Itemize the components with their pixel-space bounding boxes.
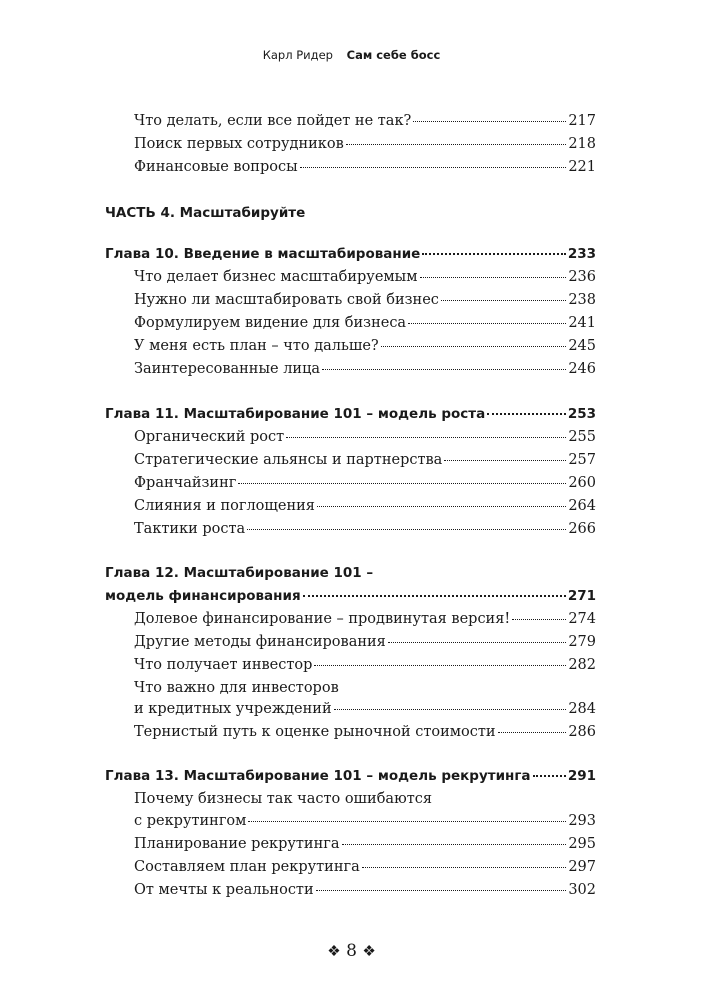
leader-dots <box>300 167 567 168</box>
chapter-page: 291 <box>567 768 596 784</box>
leader-dots <box>420 277 567 278</box>
toc-entry-title: Слияния и поглощения <box>134 498 315 514</box>
leader-dots <box>286 437 566 438</box>
leader-dots <box>498 732 567 733</box>
toc-entry[interactable] <box>134 338 596 354</box>
toc-entry-title: Заинтересованные лица <box>134 361 321 377</box>
toc-entry[interactable] <box>134 315 596 331</box>
toc-entry[interactable] <box>134 429 596 445</box>
toc-entry-title: Поиск первых сотрудников <box>134 136 344 152</box>
header-author: Карл Ридер <box>262 48 333 62</box>
chapter-title: модель финансирования <box>105 588 301 604</box>
toc-entry-title: Что делать, если все пойдет не так? <box>134 113 412 129</box>
toc-entry-page: 282 <box>568 657 596 673</box>
toc-entry-title: Стратегические альянсы и партнерства <box>134 452 443 468</box>
toc-entry-page: 297 <box>568 859 596 875</box>
toc-entry-page: 284 <box>568 701 596 717</box>
toc-entry[interactable] <box>134 724 596 740</box>
chapter-11-entry[interactable] <box>105 406 596 422</box>
leader-dots <box>303 595 566 597</box>
toc-entry-page: 236 <box>568 269 596 285</box>
toc-entry-title: с рекрутингом <box>134 813 247 829</box>
toc-entry[interactable] <box>134 657 596 673</box>
toc-entry-title: Органический рост <box>134 429 285 445</box>
toc-entry-page: 274 <box>568 611 596 627</box>
toc-entry-title: Долевое финансирование – продвинутая версия! <box>134 611 511 627</box>
leader-dots <box>316 890 567 891</box>
toc-entry[interactable] <box>134 859 596 875</box>
toc-entry-title: Составляем план рекрутинга <box>134 859 360 875</box>
toc-entry-page: 221 <box>568 159 596 175</box>
toc-entry[interactable] <box>134 701 596 717</box>
toc-entry-title: Планирование рекрутинга <box>134 836 340 852</box>
toc-entry[interactable] <box>134 634 596 650</box>
toc-entry[interactable] <box>134 292 596 308</box>
toc-entry[interactable] <box>134 269 596 285</box>
toc-entry-page: 286 <box>568 724 596 740</box>
leader-dots <box>388 642 567 643</box>
toc-entry-line1[interactable]: Что важно для инвесторов <box>134 680 339 696</box>
toc-entry[interactable] <box>134 498 596 514</box>
toc-entry-page: 266 <box>568 521 596 537</box>
chapter-page: 233 <box>567 246 596 262</box>
toc-entry-page: 238 <box>568 292 596 308</box>
ornament-right-icon: ❖ <box>362 942 376 960</box>
leader-dots <box>247 529 566 530</box>
toc-entry[interactable] <box>134 611 596 627</box>
toc-entry-page: 293 <box>568 813 596 829</box>
toc-entry-title: Нужно ли масштабировать свой бизнес <box>134 292 439 308</box>
toc-entry-title: Финансовые вопросы <box>134 159 298 175</box>
leader-dots <box>444 460 566 461</box>
toc-entry-page: 279 <box>568 634 596 650</box>
leader-dots <box>362 867 567 868</box>
chapter-12-title-line1[interactable]: Глава 12. Масштабирование 101 – <box>105 565 374 581</box>
leader-dots <box>422 253 565 255</box>
toc-entry[interactable] <box>134 475 596 491</box>
chapter-page: 271 <box>567 588 596 604</box>
toc-entry[interactable] <box>134 882 596 898</box>
leader-dots <box>248 821 566 822</box>
leader-dots <box>487 413 566 415</box>
toc-entry-page: 217 <box>568 113 596 129</box>
toc-entry[interactable] <box>134 836 596 852</box>
toc-entry-title: Что получает инвестор <box>134 657 313 673</box>
toc-entry-page: 255 <box>568 429 596 445</box>
part-heading: ЧАСТЬ 4. Масштабируйте <box>105 205 306 221</box>
leader-dots <box>342 844 567 845</box>
chapter-title: Глава 10. Введение в масштабирование <box>105 246 421 262</box>
toc-entry-page: 241 <box>568 315 596 331</box>
leader-dots <box>533 775 566 777</box>
leader-dots <box>322 369 566 370</box>
toc-entry[interactable] <box>134 159 596 175</box>
toc-entry[interactable] <box>134 113 596 129</box>
toc-entry-page: 246 <box>568 361 596 377</box>
toc-entry-page: 218 <box>568 136 596 152</box>
toc-entry[interactable] <box>134 452 596 468</box>
toc-entry-page: 302 <box>568 882 596 898</box>
toc-entry[interactable] <box>134 813 596 829</box>
chapter-title: Глава 11. Масштабирование 101 – модель роста <box>105 406 486 422</box>
toc-entry[interactable] <box>134 521 596 537</box>
toc-entry-title: Тернистый путь к оценке рыночной стоимости <box>134 724 496 740</box>
toc-entry-title: Тактики роста <box>134 521 246 537</box>
page-number: 8 <box>346 941 357 961</box>
leader-dots <box>334 709 567 710</box>
toc-entry-title: Франчайзинг <box>134 475 237 491</box>
toc-entry-page: 295 <box>568 836 596 852</box>
toc-entry-title: От мечты к реальности <box>134 882 314 898</box>
chapter-12-entry[interactable] <box>105 588 596 604</box>
leader-dots <box>317 506 566 507</box>
ornament-left-icon: ❖ <box>327 942 341 960</box>
toc-entry-page: 260 <box>568 475 596 491</box>
running-header <box>0 48 703 62</box>
toc-entry-page: 257 <box>568 452 596 468</box>
leader-dots <box>346 144 567 145</box>
header-book-title: Сам себе босс <box>346 48 441 62</box>
leader-dots <box>408 323 566 324</box>
toc-entry-title: и кредитных учреждений <box>134 701 332 717</box>
toc-entry-page: 245 <box>568 338 596 354</box>
toc-entry-title: У меня есть план – что дальше? <box>134 338 379 354</box>
chapter-title: Глава 13. Масштабирование 101 – модель рекрутинга <box>105 768 531 784</box>
toc-entry-line1[interactable]: Почему бизнесы так часто ошибаются <box>134 791 432 807</box>
chapter-10-entry[interactable] <box>105 246 596 262</box>
leader-dots <box>441 300 566 301</box>
leader-dots <box>238 483 566 484</box>
leader-dots <box>413 121 566 122</box>
toc-entry-title: Другие методы финансирования <box>134 634 386 650</box>
toc-entry[interactable] <box>134 361 596 377</box>
toc-entry-page: 264 <box>568 498 596 514</box>
toc-entry-title: Что делает бизнес масштабируемым <box>134 269 418 285</box>
leader-dots <box>512 619 566 620</box>
leader-dots <box>381 346 567 347</box>
leader-dots <box>314 665 566 666</box>
toc-entry-title: Формулируем видение для бизнеса <box>134 315 407 331</box>
page-footer <box>0 941 703 961</box>
chapter-page: 253 <box>567 406 596 422</box>
chapter-13-entry[interactable] <box>105 768 596 784</box>
toc-entry[interactable] <box>134 136 596 152</box>
